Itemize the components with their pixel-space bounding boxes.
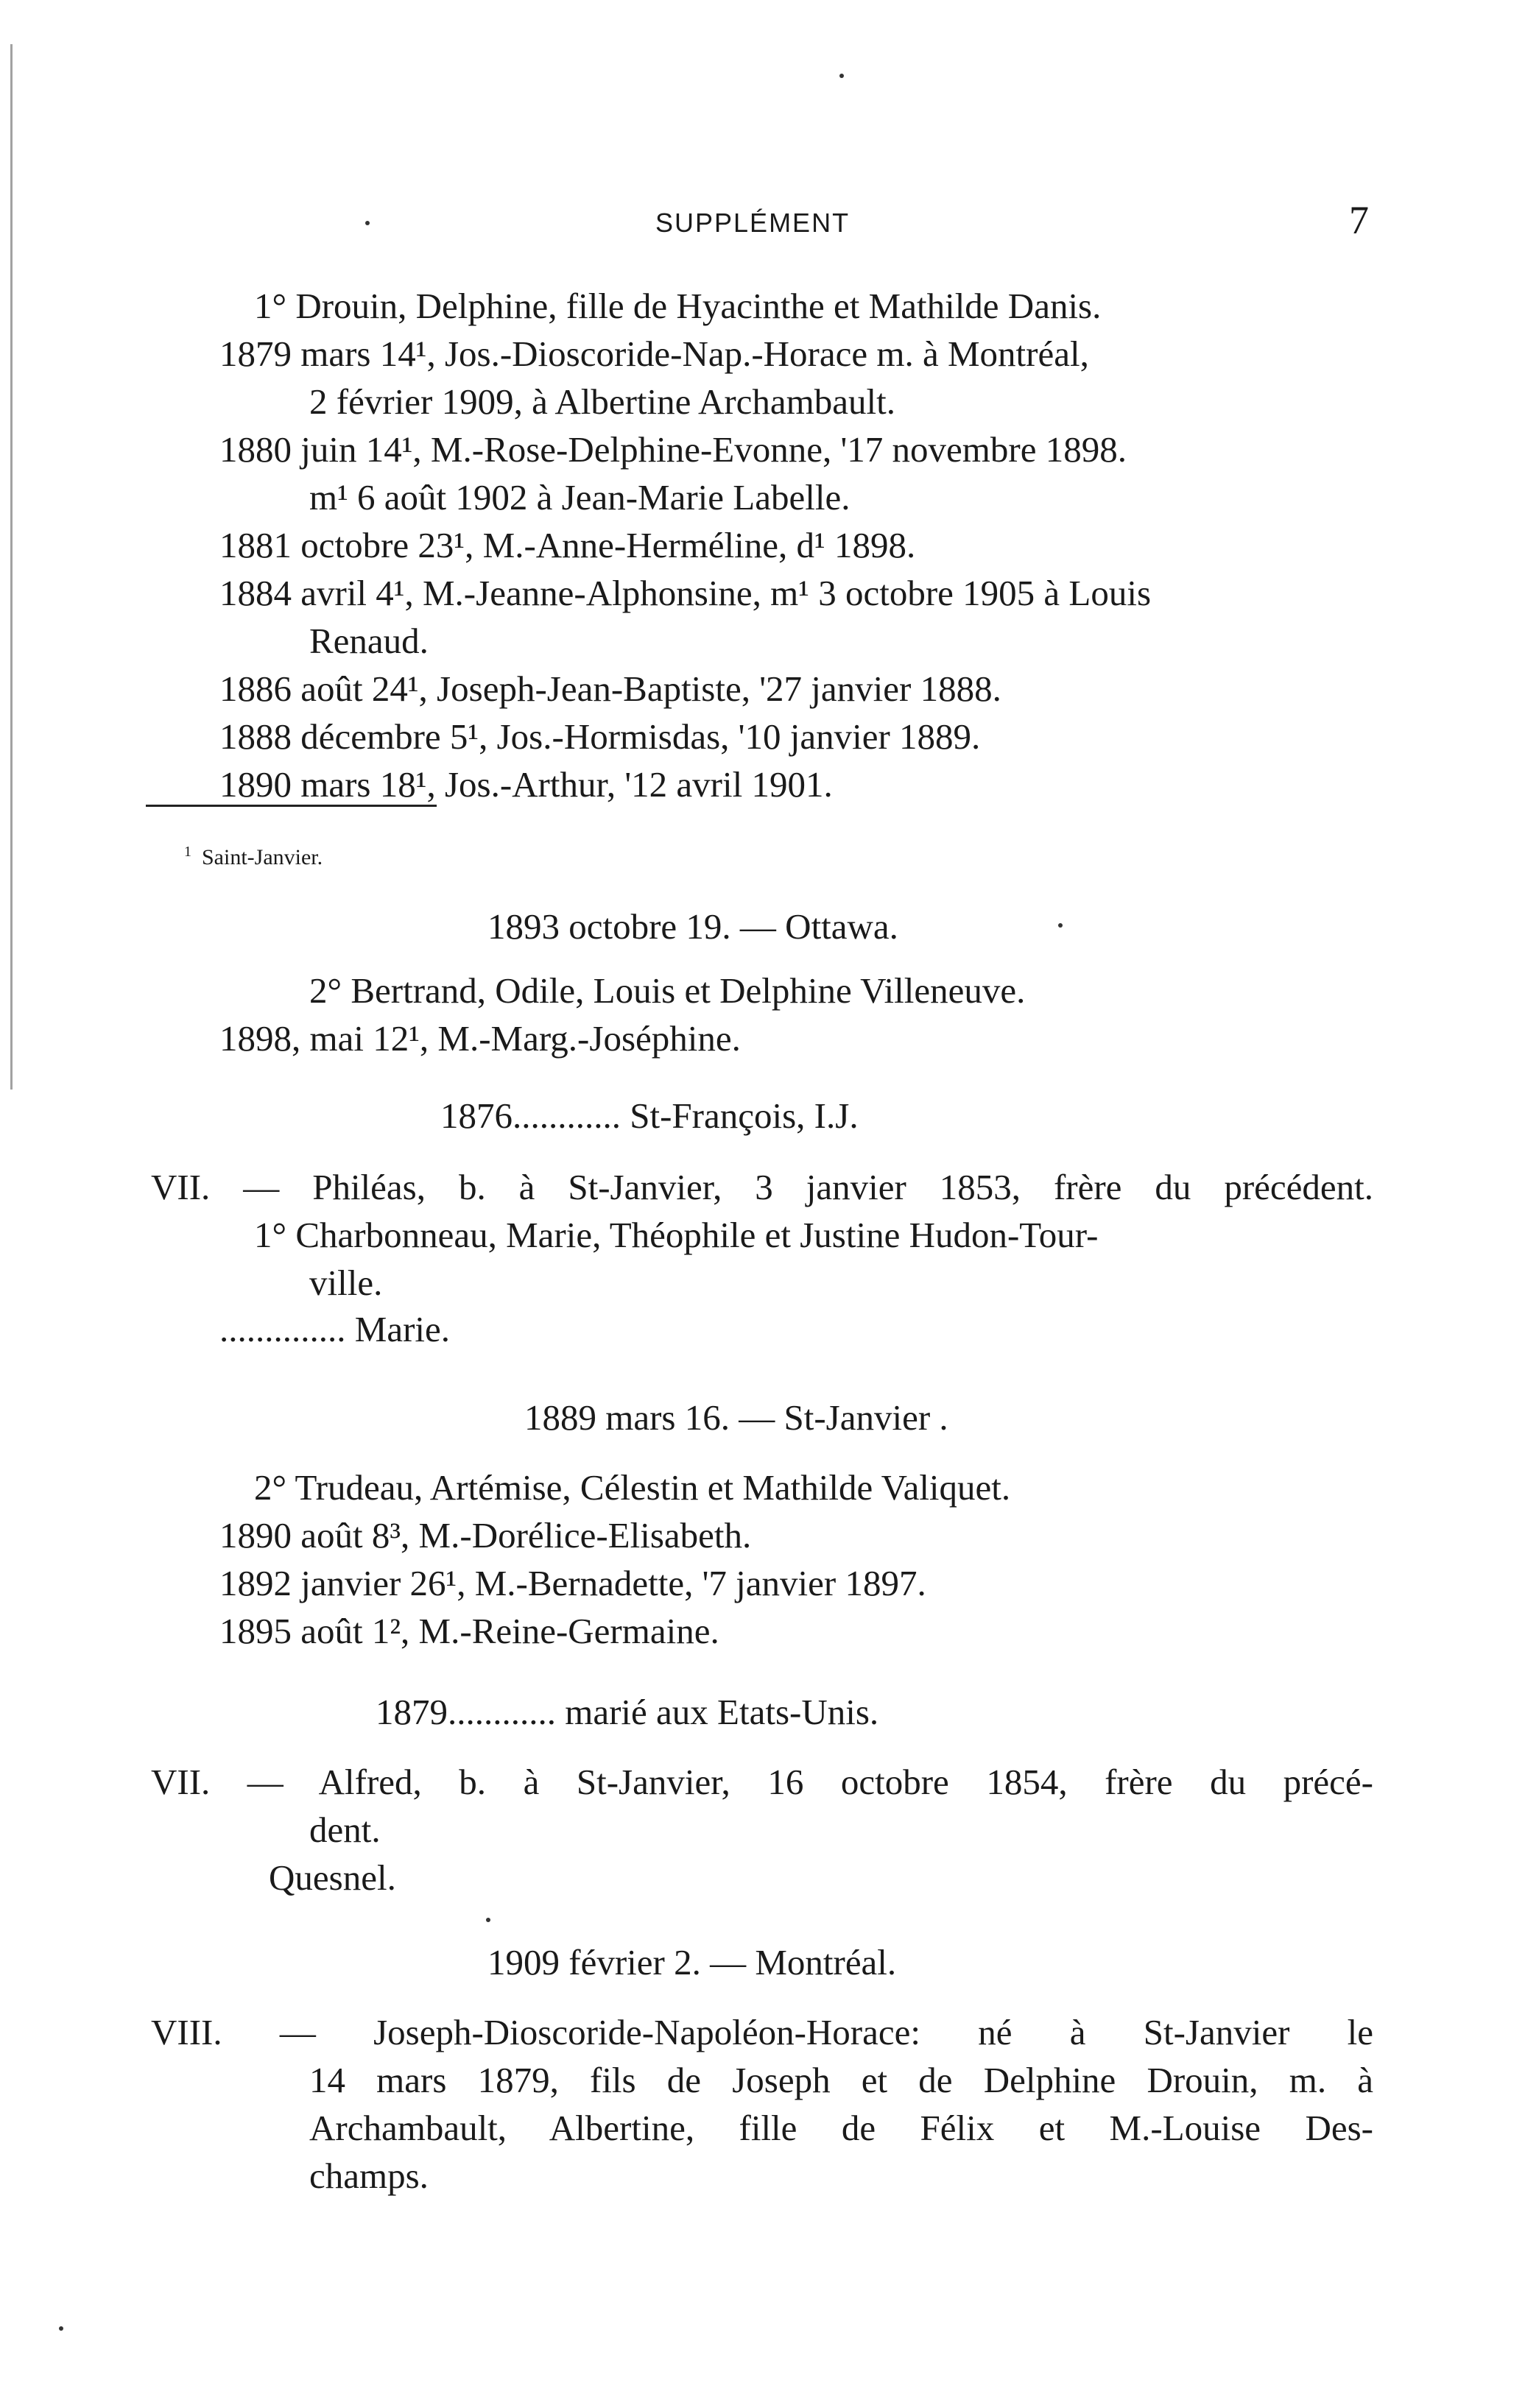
text-line: 2 février 1909, à Albertine Archambault. <box>309 381 895 422</box>
text-line: champs. <box>309 2155 429 2196</box>
section-heading: 1909 février 2. — Montréal. <box>487 1942 897 1982</box>
text-line: 1888 décembre 5¹, Jos.-Hormisdas, '10 janvier 1889. <box>219 716 981 757</box>
entry-heading: VII. — Alfred, b. à St-Janvier, 16 octobre 1854, frère du précé- <box>151 1762 1373 1802</box>
section-heading: 1876............ St-François, I.J. <box>440 1095 859 1136</box>
text-line: 2° Trudeau, Artémise, Célestin et Mathilde Valiquet. <box>254 1467 1011 1508</box>
ink-speck <box>59 2326 63 2331</box>
text-line: Archambault, Albertine, fille de Félix et M.-Louise Des- <box>309 2108 1373 2148</box>
ink-speck <box>1058 923 1063 928</box>
text-line: 1884 avril 4¹, M.-Jeanne-Alphonsine, m¹ 3 octobre 1905 à Louis <box>219 573 1152 613</box>
text-line: 1898, mai 12¹, M.-Marg.-Joséphine. <box>219 1018 741 1059</box>
text-line: ville. <box>309 1263 383 1303</box>
text-line: 14 mars 1879, fils de Joseph et de Delphine Drouin, m. à <box>309 2060 1373 2100</box>
ink-speck <box>365 221 370 225</box>
text-line: 1895 août 1², M.-Reine-Germaine. <box>219 1611 719 1651</box>
ink-speck <box>839 74 844 78</box>
entry-heading: VII. — Philéas, b. à St-Janvier, 3 janvier 1853, frère du précédent. <box>151 1167 1373 1207</box>
ink-speck <box>486 1918 490 1922</box>
text-line: 1° Charbonneau, Marie, Théophile et Justine Hudon-Tour- <box>254 1215 1099 1255</box>
text-line: 1880 juin 14¹, M.-Rose-Delphine-Evonne, '17 novembre 1898. <box>219 429 1127 470</box>
text-line: 1892 janvier 26¹, M.-Bernadette, '7 janvier 1897. <box>219 1563 926 1603</box>
text-line: 1° Drouin, Delphine, fille de Hyacinthe et Mathilde Danis. <box>254 286 1102 326</box>
footnote-marker: 1 <box>184 844 191 860</box>
footnote <box>184 844 323 870</box>
footnote-rule <box>146 805 437 807</box>
binding-edge <box>10 44 18 1090</box>
text-line: 1890 mars 18¹, Jos.-Arthur, '12 avril 1901. <box>219 764 833 805</box>
running-header: SUPPLÉMENT <box>655 208 850 238</box>
text-line: dent. <box>309 1809 381 1850</box>
section-heading: 1889 mars 16. — St-Janvier . <box>524 1397 948 1438</box>
text-line: Renaud. <box>309 621 429 661</box>
text-line: 1881 octobre 23¹, M.-Anne-Herméline, d¹ 1898. <box>219 525 916 565</box>
section-heading: 1893 octobre 19. — Ottawa. <box>487 906 898 947</box>
page-number: 7 <box>1349 198 1369 242</box>
text-line: .............. Marie. <box>219 1309 450 1349</box>
text-line: 1890 août 8³, M.-Dorélice-Elisabeth. <box>219 1515 752 1556</box>
text-line: m¹ 6 août 1902 à Jean-Marie Labelle. <box>309 477 850 518</box>
text-line: 1886 août 24¹, Joseph-Jean-Baptiste, '27 janvier 1888. <box>219 668 1001 709</box>
entry-heading: VIII. — Joseph-Dioscoride-Napoléon-Horace: né à St-Janvier le <box>151 2012 1373 2052</box>
text-line: Quesnel. <box>269 1857 396 1898</box>
footnote-text: Saint-Janvier. <box>202 845 323 869</box>
section-heading: 1879............ marié aux Etats-Unis. <box>376 1692 879 1732</box>
text-line: 2° Bertrand, Odile, Louis et Delphine Villeneuve. <box>309 970 1026 1011</box>
text-line: 1879 mars 14¹, Jos.-Dioscoride-Nap.-Horace m. à Montréal, <box>219 333 1089 374</box>
